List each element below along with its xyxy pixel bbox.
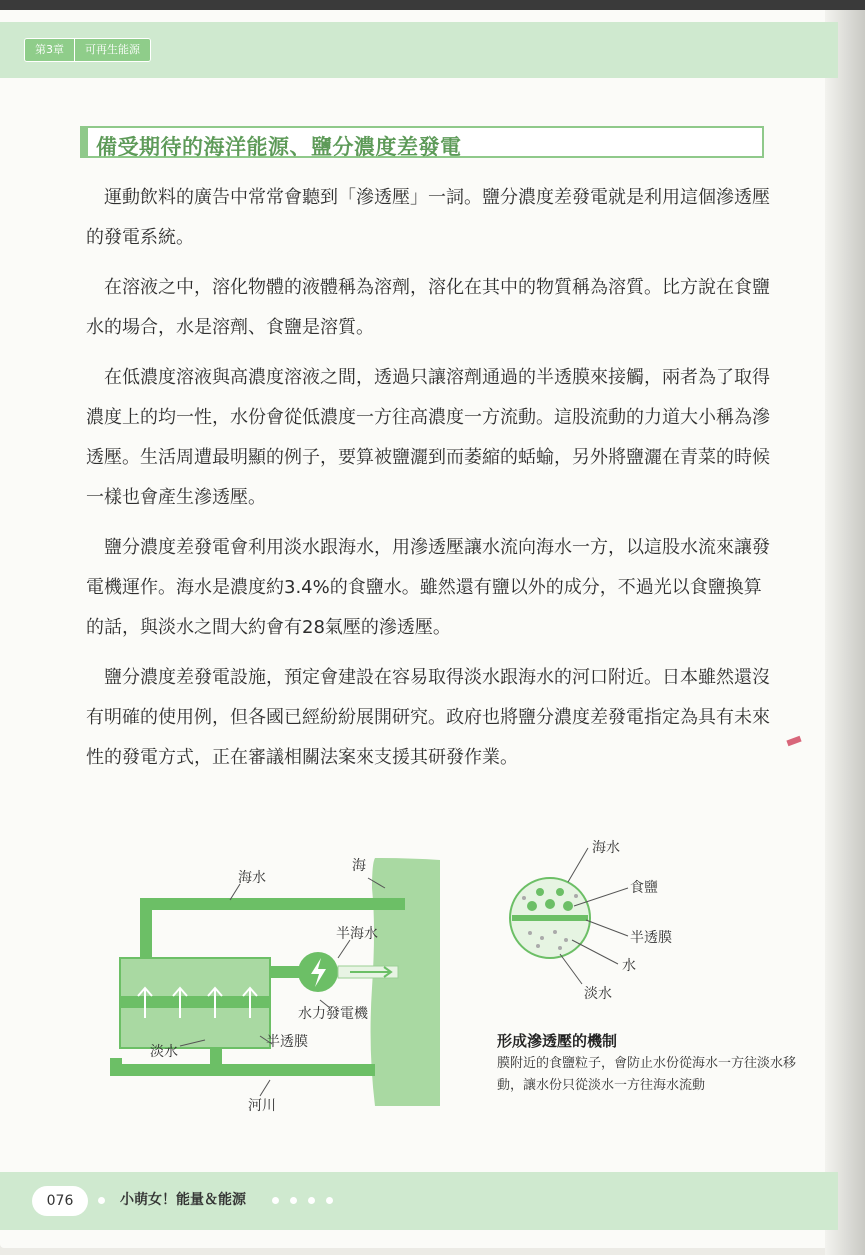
section-title-box <box>80 126 764 158</box>
paragraph: 在溶液之中，溶化物體的液體稱為溶劑，溶化在其中的物質稱為溶質。比方說在食鹽水的場合，水是溶劑、食鹽是溶質。 <box>86 277 770 338</box>
chapter-label: 第3章 <box>25 39 75 61</box>
footer-dot <box>272 1197 279 1204</box>
page-number: 076 <box>32 1186 88 1216</box>
paragraph: 運動飲料的廣告中常常會聽到「滲透壓」一詞。鹽分濃度差發電就是利用這個滲透壓的發電系統。 <box>86 187 770 248</box>
label-freshwater-2: 淡水 <box>584 986 612 1002</box>
label-seawater: 海水 <box>238 870 266 886</box>
label-membrane: 半透膜 <box>266 1034 308 1050</box>
label-seawater-2: 海水 <box>592 840 620 856</box>
paragraph: 鹽分濃度差發電會利用淡水跟海水，用滲透壓讓水流向海水一方，以這股水流來讓發電機運作。海水是濃度約3.4%的食鹽水。雖然還有鹽以外的成分，不過光以食鹽換算的話，與淡水之間大約會有28氣壓的滲透壓。 <box>86 537 770 638</box>
page-gutter-shadow <box>825 10 865 1255</box>
label-half-seawater: 半海水 <box>336 926 378 942</box>
label-river: 河川 <box>248 1098 276 1114</box>
label-generator: 水力發電機 <box>298 1006 368 1022</box>
footer-dot <box>290 1197 297 1204</box>
section-title: 備受期待的海洋能源、鹽分濃度差發電 <box>96 135 462 159</box>
sea-shape <box>371 858 440 1106</box>
caption-title: 形成滲透壓的機制 <box>497 1032 618 1050</box>
paragraph: 在低濃度溶液與高濃度溶液之間，透過只讓溶劑通過的半透膜來接觸，兩者為了取得濃度上的均一性，水份會從低濃度一方往高濃度一方流動。這股流動的力道大小稱為滲透壓。生活周遭最明顯的例子，要算被鹽灑到而萎縮的蛞蝓，另外將鹽灑在青菜的時候一樣也會產生滲透壓。 <box>86 367 770 508</box>
power-plant-diagram <box>110 848 440 1122</box>
book-title: 小萌女！能量＆能源 <box>120 1192 246 1208</box>
label-water: 水 <box>622 958 636 974</box>
label-salt: 食鹽 <box>630 880 658 896</box>
paragraph: 鹽分濃度差發電設施，預定會建設在容易取得淡水跟海水的河口附近。日本雖然還沒有明確的使用例，但各國已經紛紛展開研究。政府也將鹽分濃度差發電指定為具有未來性的發電方式，正在審議相關法案來支援其研發作業。 <box>86 667 770 768</box>
seawater-pipe <box>140 898 405 910</box>
caption-text: 膜附近的食鹽粒子，會防止水份從海水一方往淡水移動，讓水份只從淡水一方往海水流動 <box>497 1056 797 1093</box>
membrane-layer <box>120 996 270 1008</box>
footer-dot <box>98 1197 105 1204</box>
footer-dot <box>326 1197 333 1204</box>
footer-dot <box>308 1197 315 1204</box>
label-sea: 海 <box>352 858 366 874</box>
river-pipe <box>110 1064 375 1076</box>
label-freshwater: 淡水 <box>150 1044 178 1060</box>
membrane-bar <box>512 915 588 921</box>
chapter-tag <box>24 38 151 62</box>
label-membrane-2: 半透膜 <box>630 930 672 946</box>
body-text <box>86 178 776 788</box>
osmosis-diagram <box>500 828 700 1012</box>
chapter-topic: 可再生能源 <box>75 39 150 61</box>
